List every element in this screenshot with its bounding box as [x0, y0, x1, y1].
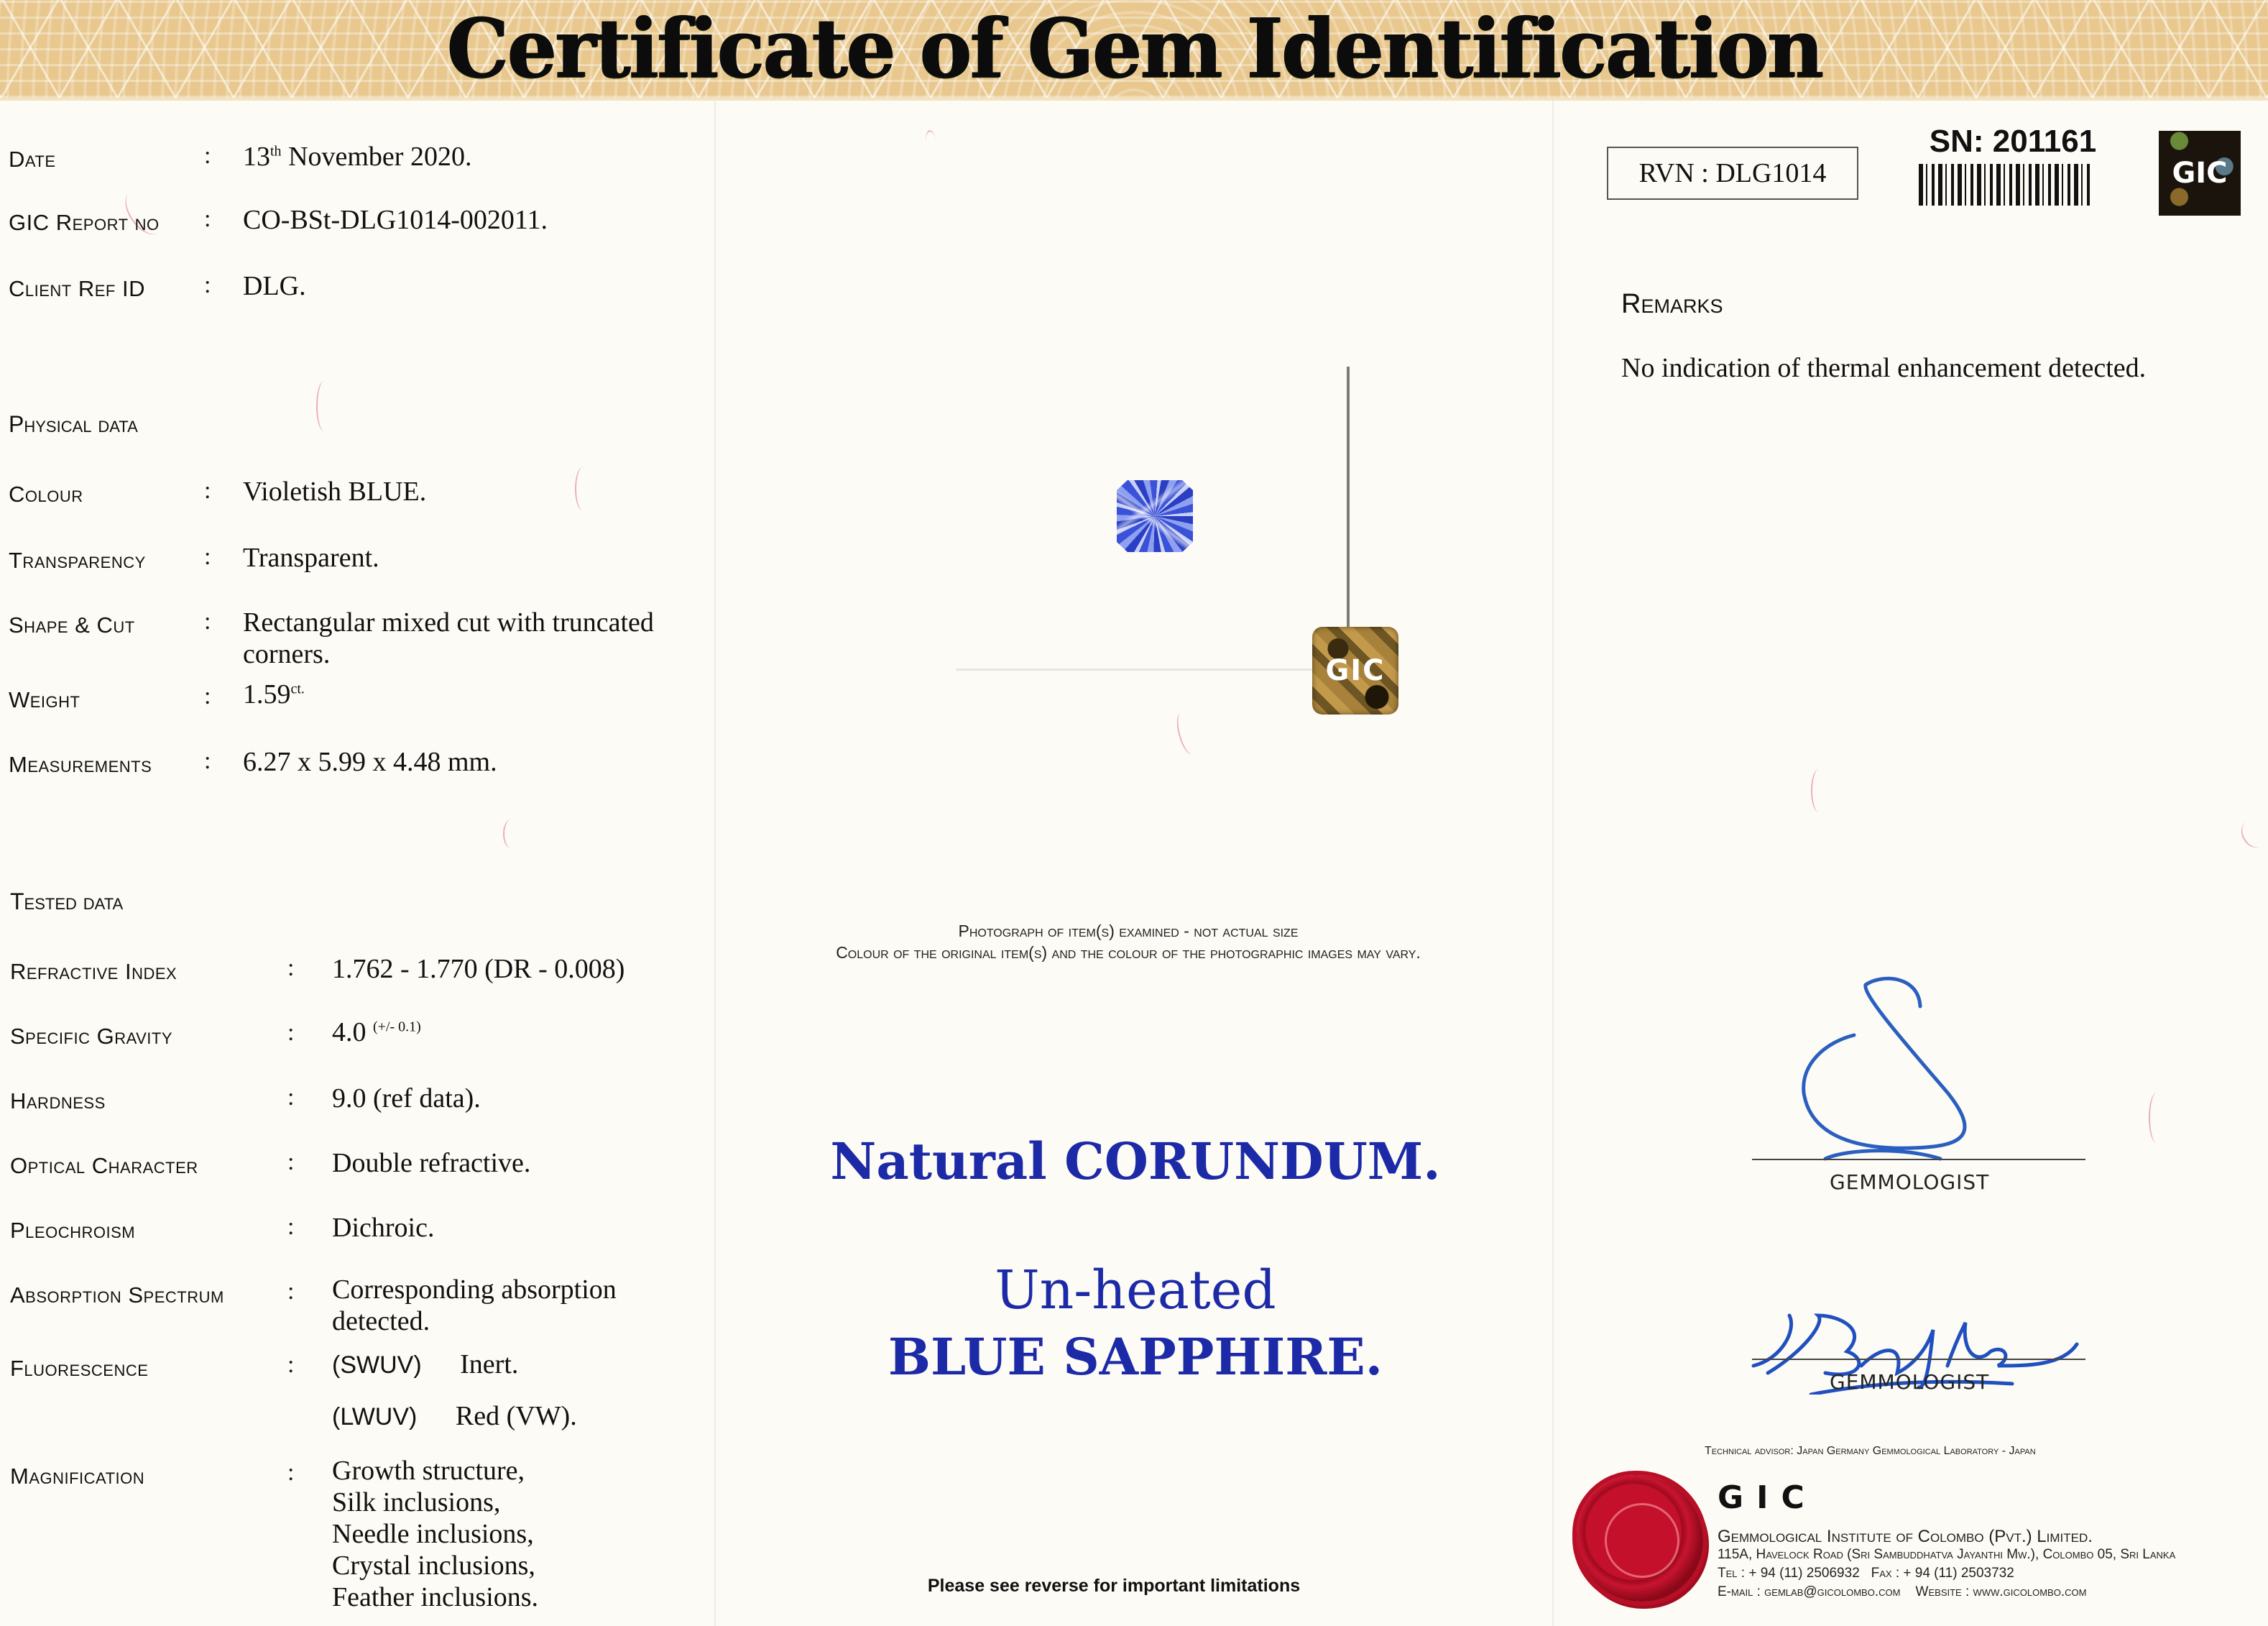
colon: : [287, 1019, 295, 1046]
signature-line-1 [1752, 1159, 2085, 1160]
colon: : [287, 1213, 295, 1240]
colon: : [204, 142, 211, 169]
specific-gravity-label: Specific Gravity [10, 1024, 173, 1049]
institute-contact: E-mail : gemlab@gicolombo.com Website : www.gicolombo.com [1718, 1584, 2087, 1599]
hardness-value: 9.0 (ref data). [332, 1083, 481, 1113]
serial-number: SN: 201161 [1929, 124, 2097, 159]
colour-value: Violetish BLUE. [243, 477, 427, 507]
fluorescence-label: Fluorescence [10, 1356, 149, 1381]
colon: : [204, 206, 211, 232]
colour-label: Colour [9, 482, 83, 507]
weight-value: $1.59^{ct.}$ [243, 679, 305, 709]
signature-line-2 [1752, 1359, 2085, 1360]
pleochroism-label: Pleochroism [10, 1218, 136, 1243]
treatment-result: Un-heated [995, 1259, 1276, 1321]
colon: : [287, 1459, 295, 1486]
colon: : [287, 1149, 295, 1175]
refractive-index-value: 1.762 - 1.770 (DR - 0.008) [332, 954, 625, 984]
wax-seal-icon [1577, 1475, 1703, 1602]
gic-hologram-logo: GIC [2159, 131, 2241, 216]
rvn-box: RVN : DLG1014 [1607, 147, 1858, 200]
magnification-value: Growth structure, Silk inclusions, Needle inclusions, Crystal inclusions, Feather inclusions. [332, 1456, 539, 1612]
measurements-value: 6.27 x 5.99 x 4.48 mm. [243, 747, 497, 777]
technical-advisor: Technical advisor: Japan Germany Gemmological Laboratory - Japan [1705, 1445, 2036, 1457]
fold-line [714, 101, 716, 1626]
absorption-spectrum-value: Corresponding absorption detected. [332, 1274, 617, 1336]
colon: : [204, 608, 211, 635]
shape-cut-label: Shape & Cut [9, 612, 135, 638]
hardness-label: Hardness [10, 1088, 106, 1113]
hologram-thread [1347, 367, 1350, 633]
paper-fiber [2236, 816, 2268, 853]
client-ref-label: Client Ref ID [9, 276, 145, 301]
paper-fiber [575, 467, 591, 510]
gic-hologram-sticker: GIC [1312, 627, 1398, 715]
transparency-value: Transparent. [243, 543, 379, 573]
signature-caption-2: GEMMOLOGIST [1830, 1370, 1990, 1394]
paper-fiber [924, 129, 938, 154]
signature-caption-1: GEMMOLOGIST [1830, 1170, 1990, 1194]
remarks-title: Remarks [1621, 289, 1723, 319]
species-result: Natural CORUNDUM. [830, 1131, 1441, 1191]
pleochroism-value: Dichroic. [332, 1213, 435, 1243]
colon: : [204, 683, 211, 709]
paper-fiber [2149, 1093, 2165, 1143]
measurements-label: Measurements [9, 752, 152, 777]
institute-phone: Tel : + 94 (11) 2506932 Fax : + 94 (11) 2503732 [1718, 1566, 2014, 1581]
paper-fiber [1811, 769, 1827, 812]
colon: : [287, 955, 295, 981]
weight-label: Weight [9, 687, 80, 712]
absorption-spectrum-label: Absorption Spectrum [10, 1282, 224, 1308]
transparency-label: Transparency [9, 548, 146, 573]
gic-logo-text: GIC [1718, 1479, 1817, 1516]
colon: : [204, 272, 211, 298]
paper-fiber [1174, 710, 1200, 756]
gem-photo [1117, 480, 1193, 552]
paper-fiber [316, 381, 332, 431]
shape-cut-value: Rectangular mixed cut with truncated corners. [243, 607, 654, 669]
paper-fiber [503, 819, 519, 848]
certificate-title: Certificate of Gem Identification [446, 1, 1822, 97]
refractive-index-label: Refractive Index [10, 959, 178, 984]
photo-note-line1: Photograph of item(s) examined - not actual size [958, 922, 1299, 940]
colon: : [204, 748, 211, 774]
client-ref-value: DLG. [243, 271, 306, 301]
magnification-label: Magnification [10, 1464, 145, 1489]
institute-name: Gemmological Institute of Colombo (Pvt.) Limited. [1718, 1527, 2093, 1546]
report-no-value: CO-BSt-DLG1014-002011. [243, 205, 548, 235]
institute-address: 115A, Havelock Road (Sri Sambuddhatva Jayanthi Mw.), Colombo 05, Sri Lanka [1718, 1547, 2176, 1562]
fluorescence-swuv: (SWUV) Inert. [332, 1349, 519, 1379]
optical-character-value: Double refractive. [332, 1148, 531, 1178]
optical-character-label: Optical Character [10, 1153, 198, 1178]
date-value: 13th November 2020. [243, 142, 472, 172]
barcode [1919, 164, 2091, 206]
certificate-banner [0, 0, 2268, 101]
specific-gravity-value: 4.0 $^{(+/- 0.1)}$ [332, 1017, 421, 1047]
colon: : [287, 1351, 295, 1378]
fluorescence-lwuv: (LWUV) Red (VW). [332, 1401, 577, 1431]
remarks-text: No indication of thermal enhancement detected. [1621, 353, 2147, 383]
fold-line [1552, 101, 1554, 1626]
gemmologist-signature-1 [1782, 963, 2012, 1165]
variety-result: BLUE SAPPHIRE. [888, 1327, 1383, 1387]
reverse-limitations-note: Please see reverse for important limitations [927, 1576, 1301, 1596]
colon: : [204, 543, 211, 570]
colon: : [287, 1084, 295, 1111]
tested-data-title: Tested data [10, 888, 124, 914]
colon: : [287, 1278, 295, 1305]
colon: : [204, 477, 211, 504]
physical-data-title: Physical data [9, 411, 138, 437]
report-no-label: GIC Report no [9, 210, 160, 235]
photo-note-line2: Colour of the original item(s) and the colour of the photographic images may vary. [836, 943, 1421, 962]
date-label: Date [9, 147, 56, 172]
